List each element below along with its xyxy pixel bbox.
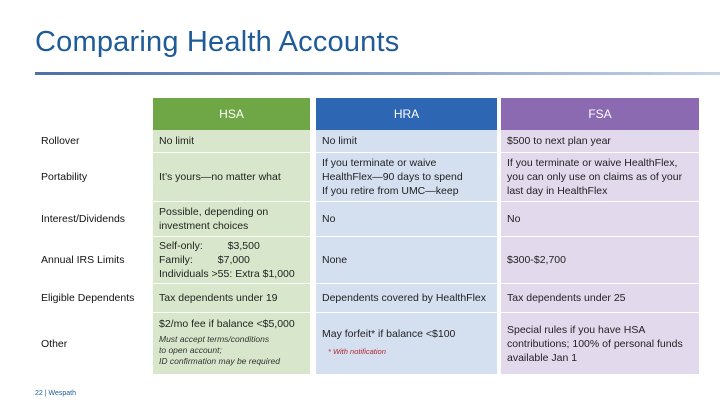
table-row-rollover	[35, 130, 699, 152]
page-title: Comparing Health Accounts	[35, 26, 400, 58]
table-row-interest	[35, 202, 699, 236]
column-header-fsa: FSA	[501, 98, 699, 130]
cell-fsa: $500 to next plan year	[501, 130, 699, 152]
cell-line: you can only use on claims as of your	[507, 171, 683, 183]
cell-hsa	[153, 313, 310, 374]
row-label: Eligible Dependents	[35, 284, 153, 312]
cell-hra	[316, 313, 497, 374]
table-row-portability	[35, 153, 699, 201]
limit-self-only	[159, 239, 295, 253]
cell-hra: No limit	[316, 130, 497, 152]
cell-line: If you terminate or waive	[322, 157, 437, 169]
limit-over-55	[159, 267, 295, 281]
cell-line: HealthFlex—90 days to spend	[322, 171, 463, 183]
cell-line: May forfeit* if balance <$100	[322, 328, 456, 340]
cell-line: Special rules if you have HSA	[507, 323, 646, 336]
cell-note: ID confirmation may be required	[159, 356, 280, 366]
cell-line: last day in HealthFlex	[507, 185, 608, 197]
row-label: Annual IRS Limits	[35, 237, 153, 283]
limit-key: Individuals >55:	[159, 268, 233, 280]
cell-hra: Dependents covered by HealthFlex	[316, 284, 497, 312]
cell-hsa: Tax dependents under 19	[153, 284, 310, 312]
table-row-irs-limits	[35, 237, 699, 283]
cell-line: contributions; 100% of personal funds	[507, 337, 683, 350]
cell-note: Must accept terms/conditions	[159, 334, 270, 344]
cell-hsa: It’s yours—no matter what	[153, 153, 310, 201]
cell-hsa	[153, 202, 310, 236]
limit-key: Self-only:	[159, 240, 203, 252]
row-label: Rollover	[35, 130, 153, 152]
cell-line: If you terminate or waive HealthFlex,	[507, 157, 678, 169]
cell-fsa: No	[501, 202, 699, 236]
cell-fsa	[501, 313, 699, 374]
cell-hra: None	[316, 237, 497, 283]
cell-fsa: Tax dependents under 25	[501, 284, 699, 312]
row-label: Interest/Dividends	[35, 202, 153, 236]
limit-value: Extra $1,000	[235, 268, 295, 280]
cell-line: available Jan 1	[507, 351, 578, 364]
cell-line: $2/mo fee if balance <$5,000	[159, 318, 295, 330]
cell-hsa	[153, 237, 310, 283]
cell-footnote: * With notification	[328, 347, 386, 356]
column-header-hra: HRA	[316, 98, 497, 130]
limit-key: Family:	[159, 254, 193, 266]
cell-fsa: $300-$2,700	[501, 237, 699, 283]
cell-fsa	[501, 153, 699, 201]
cell-line: investment choices	[159, 220, 249, 232]
row-label: Other	[35, 313, 153, 374]
slide-footer: 22 | Wespath	[35, 390, 76, 397]
column-header-hsa: HSA	[153, 98, 310, 130]
row-label: Portability	[35, 153, 153, 201]
cell-line: Possible, depending on	[159, 206, 269, 218]
cell-hra	[316, 153, 497, 201]
cell-hsa: No limit	[153, 130, 310, 152]
table-row-other	[35, 313, 699, 374]
limit-value: $3,500	[227, 240, 260, 252]
cell-note: to open account;	[159, 345, 222, 355]
cell-line: If you retire from UMC—keep	[322, 185, 459, 197]
limit-value: $7,000	[217, 254, 250, 266]
limit-family	[159, 253, 295, 267]
title-divider	[35, 72, 720, 75]
cell-hra: No	[316, 202, 497, 236]
table-row-dependents	[35, 284, 699, 312]
